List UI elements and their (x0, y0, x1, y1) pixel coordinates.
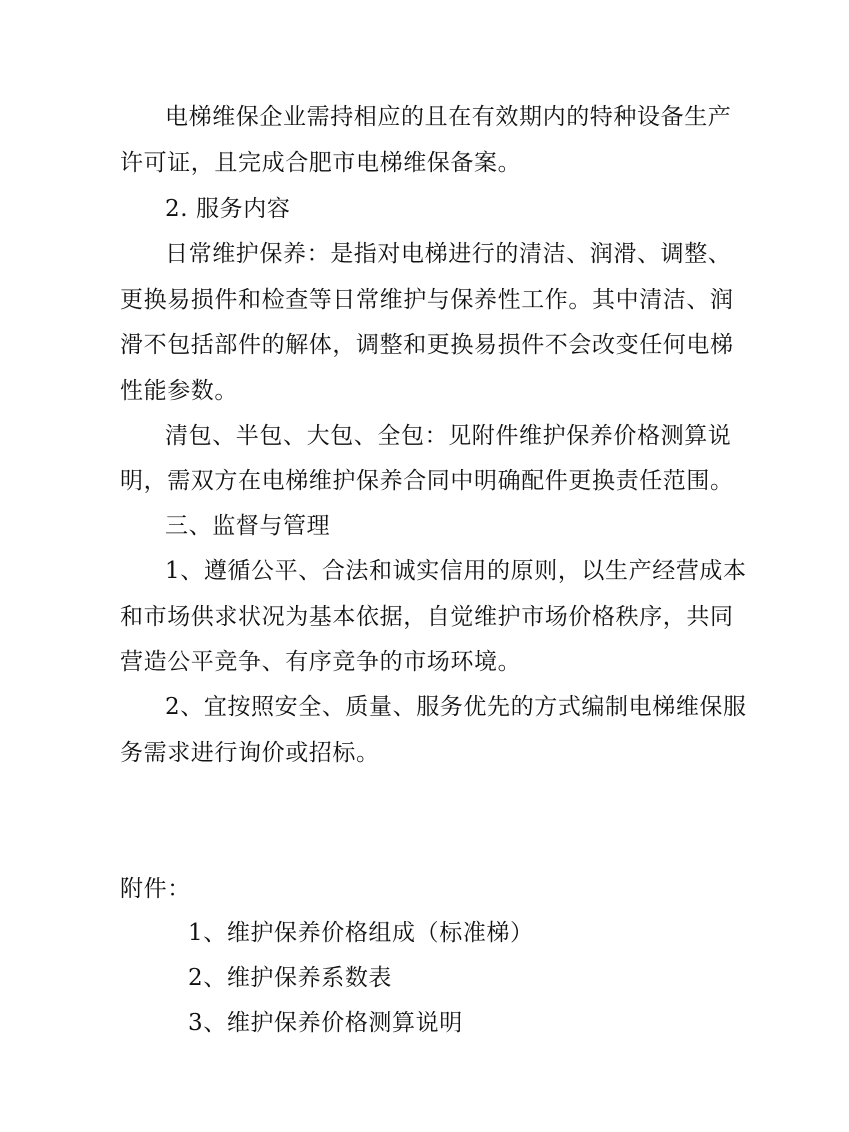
paragraph-daily-maintenance-line-1: 日常维护保养：是指对电梯进行的清洁、润滑、调整、 (165, 241, 732, 267)
paragraph-license-line-1: 电梯维保企业需持相应的且在有效期内的特种设备生产 (165, 104, 732, 130)
attachment-item-2: 2、维护保养系数表 (188, 965, 393, 991)
paragraph-item-1-line-3: 营造公平竞争、有序竞争的市场环境。 (120, 649, 522, 675)
paragraph-item-1-line-1: 1、遵循公平、合法和诚实信用的原则，以生产经营成本 (165, 558, 747, 584)
paragraph-package-line-1: 清包、半包、大包、全包：见附件维护保养价格测算说 (165, 423, 732, 449)
heading-supervision-management: 三、监督与管理 (165, 513, 331, 539)
paragraph-daily-maintenance-line-3: 滑不包括部件的解体，调整和更换易损件不会改变任何电梯 (120, 332, 734, 358)
attachment-item-3: 3、维护保养价格测算说明 (188, 1010, 463, 1036)
paragraph-license-line-2: 许可证，且完成合肥市电梯维保备案。 (120, 150, 522, 176)
paragraph-item-2-line-2: 务需求进行询价或招标。 (120, 740, 380, 766)
paragraph-daily-maintenance-line-2: 更换易损件和检查等日常维护与保养性工作。其中清洁、润 (120, 287, 734, 313)
paragraph-item-2-line-1: 2、宜按照安全、质量、服务优先的方式编制电梯维保服 (165, 694, 747, 720)
heading-service-content: 2. 服务内容 (165, 196, 291, 222)
attachment-item-1: 1、维护保养价格组成（标准梯） (188, 920, 534, 946)
paragraph-package-line-2: 明，需双方在电梯维护保养合同中明确配件更换责任范围。 (120, 468, 734, 494)
paragraph-daily-maintenance-line-4: 性能参数。 (120, 378, 238, 404)
attachments-label: 附件： (120, 876, 191, 902)
paragraph-item-1-line-2: 和市场供求状况为基本依据，自觉维护市场价格秩序，共同 (120, 604, 734, 630)
